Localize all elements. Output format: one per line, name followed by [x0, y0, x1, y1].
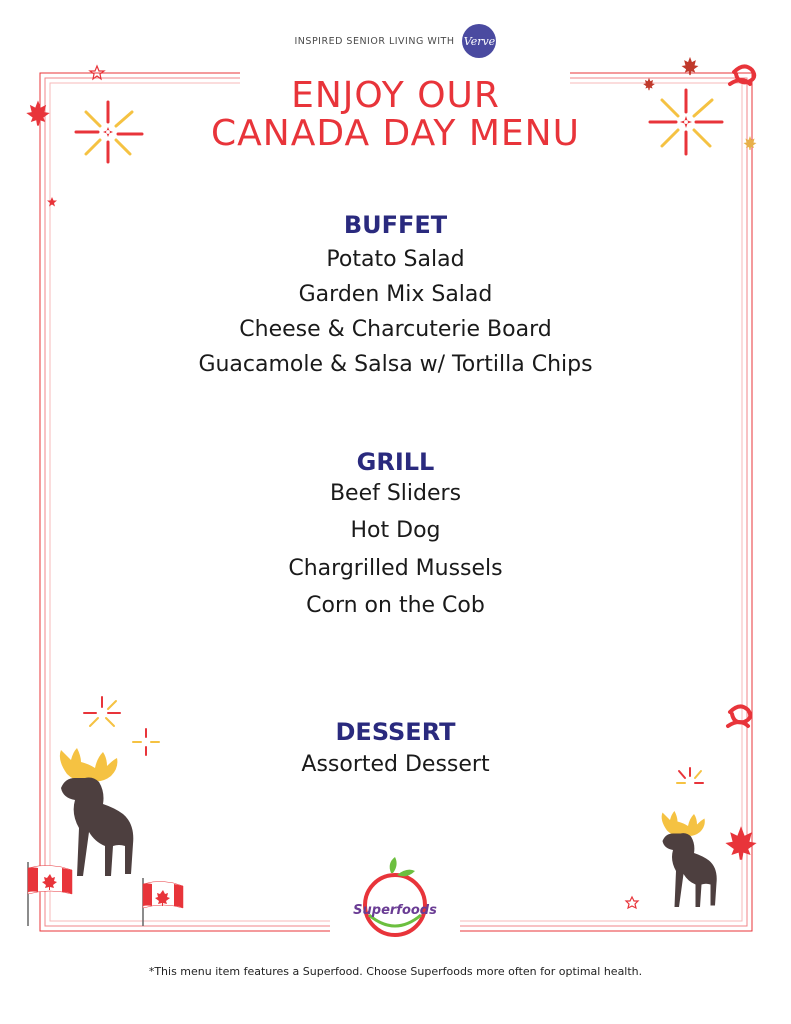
star-icon: [47, 197, 57, 207]
section-heading-grill: GRILL: [356, 448, 435, 476]
menu-item: Garden Mix Salad: [298, 282, 493, 307]
superfoods-logo: Superfoods: [353, 903, 437, 918]
star-icon: [626, 897, 638, 908]
menu-item: Cheese & Charcuterie Board: [239, 317, 552, 342]
menu-item: Assorted Dessert: [301, 752, 490, 777]
menu-item: Chargrilled Mussels: [288, 556, 503, 581]
brand-tagline: INSPIRED SENIOR LIVING WITH: [294, 35, 455, 47]
menu-item: Guacamole & Salsa w/ Tortilla Chips: [198, 352, 593, 377]
menu-item: Corn on the Cob: [306, 593, 485, 618]
menu-item: Hot Dog: [350, 518, 441, 543]
section-heading-dessert: DESSERT: [335, 718, 456, 746]
superfood-footnote: *This menu item features a Superfood. Choose Superfoods more often for optimal health.: [148, 965, 643, 978]
menu-item: Beef Sliders: [329, 481, 462, 506]
superfoods-logo-icon: [365, 857, 425, 935]
canada-flag-icon: [143, 878, 183, 926]
menu-title-line-2: CANADA DAY MENU: [211, 113, 580, 154]
verve-logo: Verve: [462, 24, 496, 58]
menu-item: Potato Salad: [326, 247, 465, 272]
section-heading-buffet: BUFFET: [343, 211, 448, 239]
maple-leaf-icon: [682, 57, 699, 75]
moose-icon: [662, 811, 717, 907]
menu-title-line-1: ENJOY OUR: [291, 75, 500, 116]
